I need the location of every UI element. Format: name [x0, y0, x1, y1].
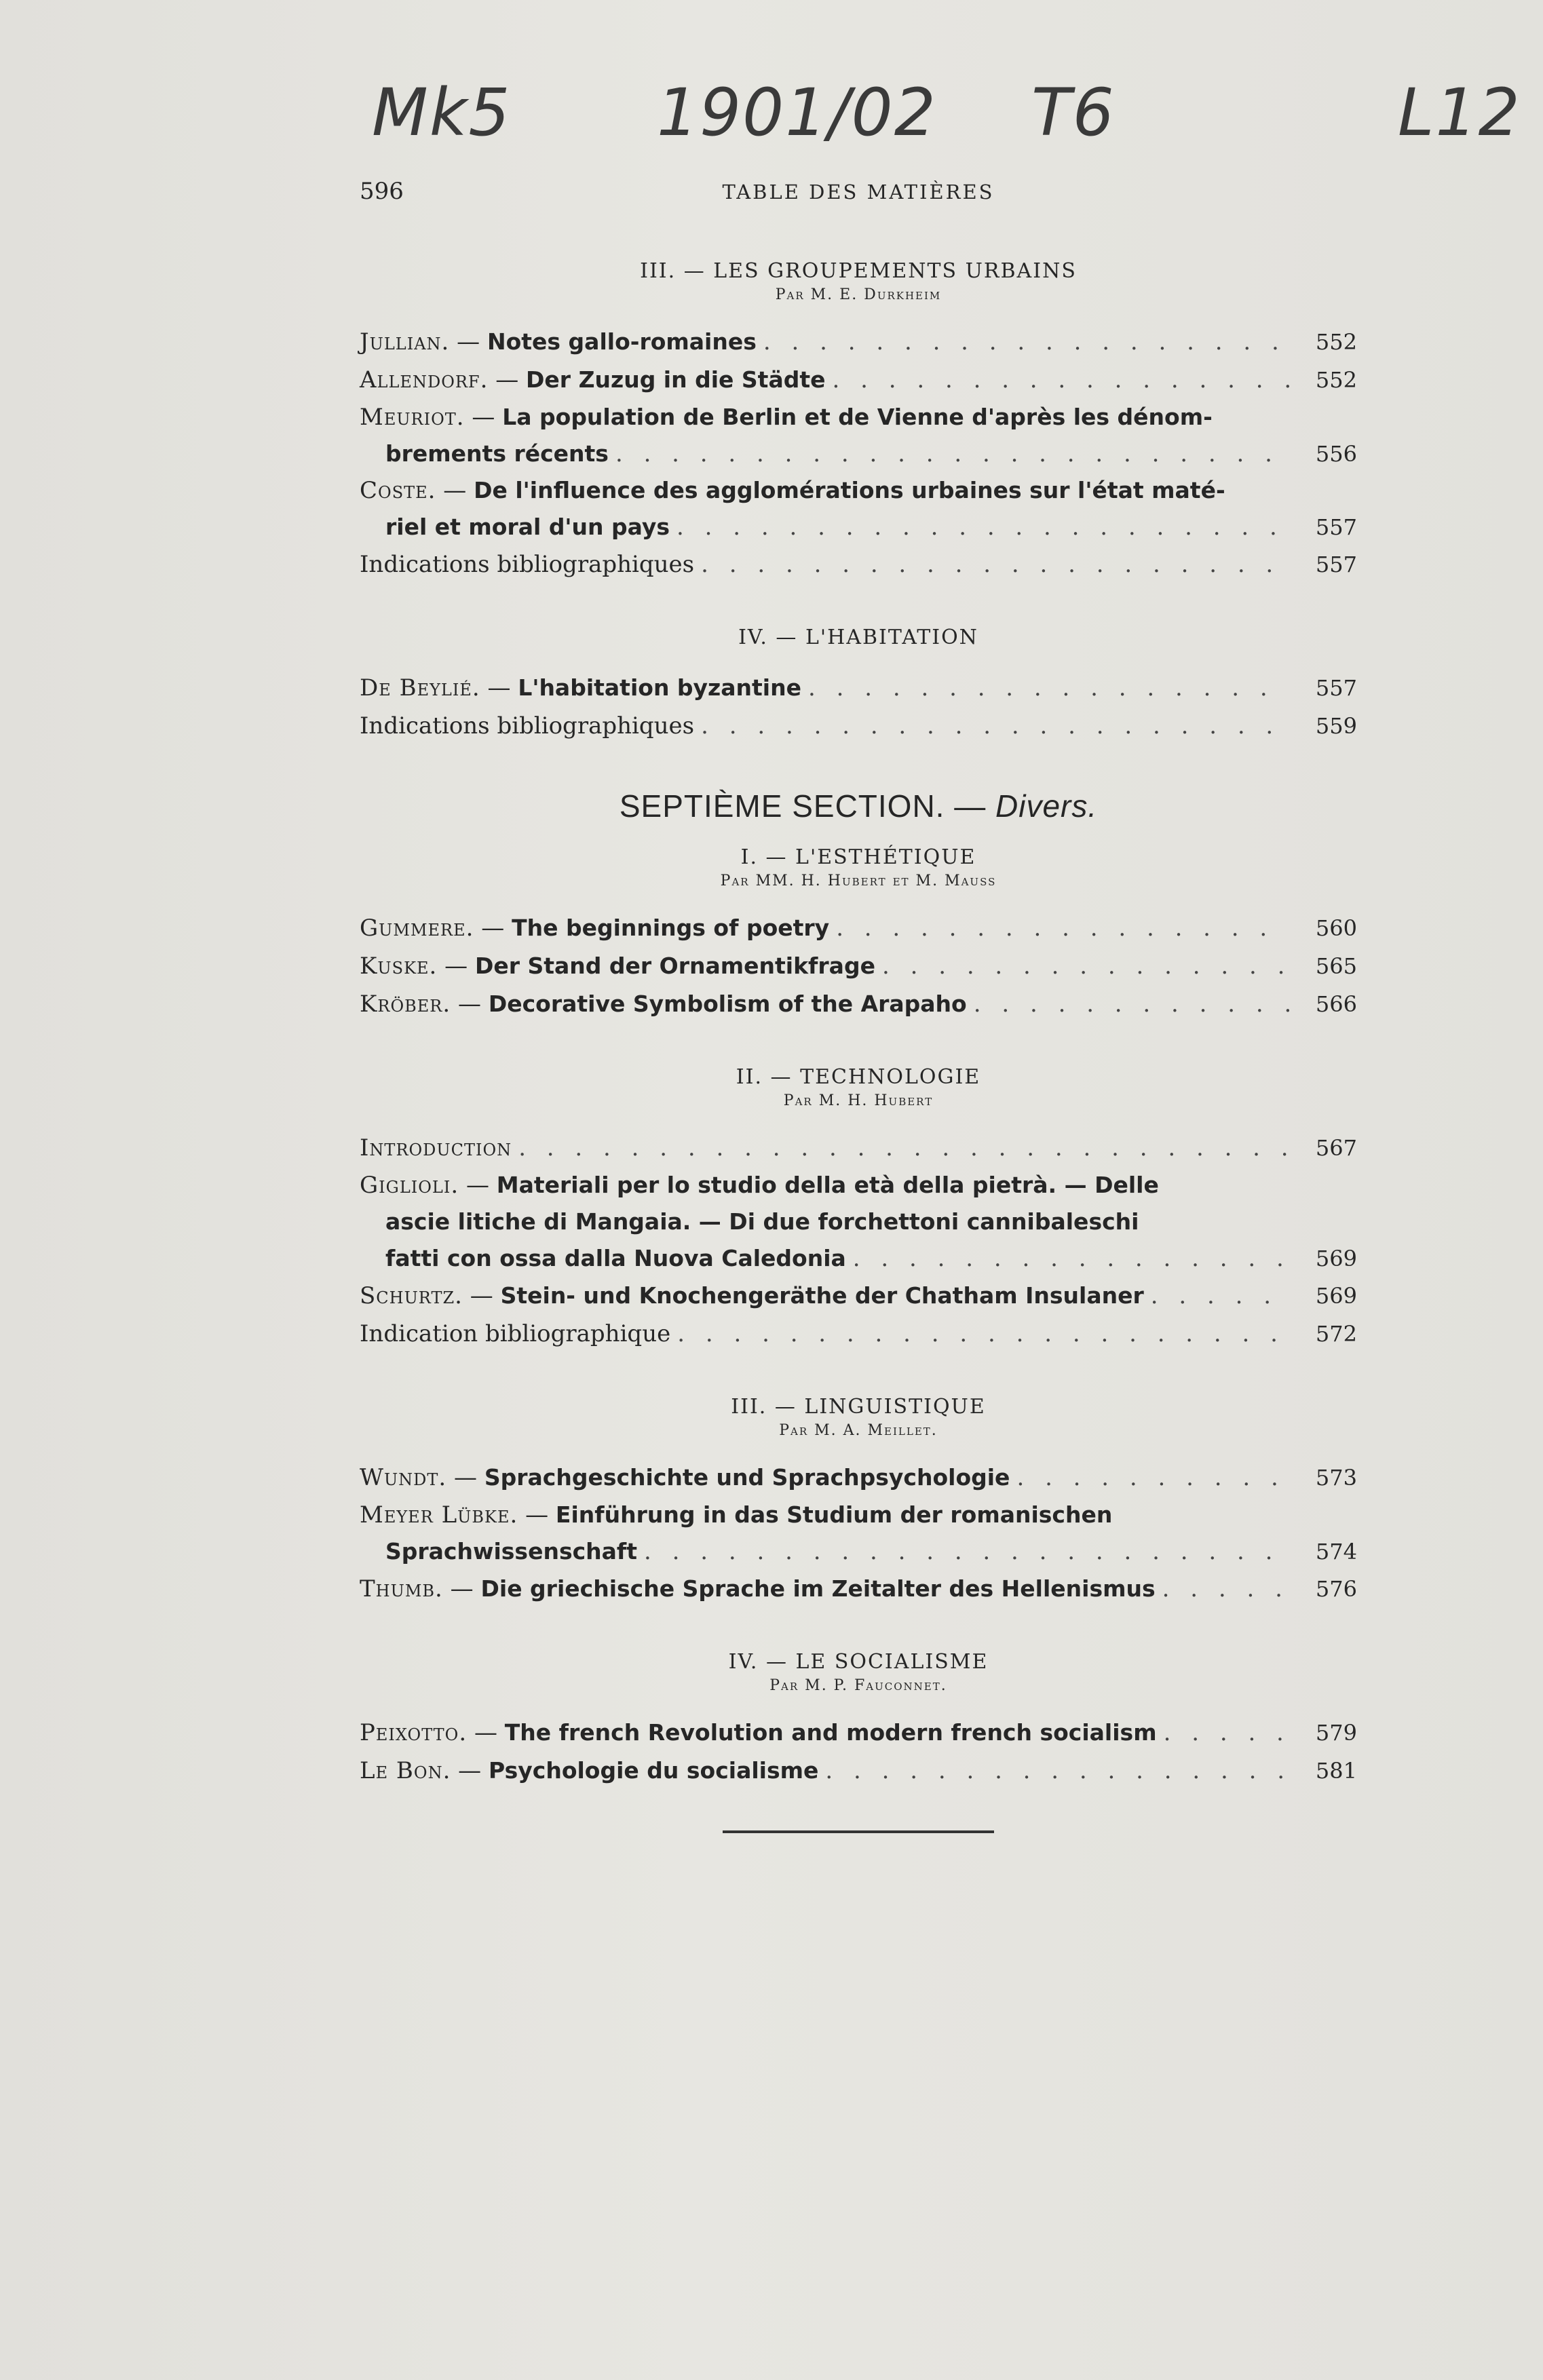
page-reference: 581: [1315, 1758, 1357, 1784]
entry-line: [360, 1714, 1357, 1752]
entry-body: [360, 1129, 1357, 1167]
entry-line: [360, 436, 1357, 472]
page-reference: 579: [1315, 1720, 1357, 1746]
entry-body: [360, 909, 1357, 947]
entry-line: [360, 1533, 1357, 1570]
dot-leader: [1162, 1570, 1289, 1608]
toc-entry: [360, 1277, 1357, 1315]
entry-author: Meyer Lübke.: [360, 1501, 518, 1529]
entry-title: Die griechische Sprache im Zeitalter des Hellenismus: [480, 1575, 1156, 1602]
big-section-italic: Divers.: [995, 788, 1098, 824]
entry-title: Der Stand der Ornamentikfrage: [474, 953, 875, 979]
dot-leader: [808, 669, 1289, 707]
page-reference: 569: [1315, 1246, 1357, 1271]
page-reference: 552: [1315, 367, 1357, 393]
entry-author: Peixotto.: [360, 1719, 468, 1746]
big-section-heading: [360, 786, 1357, 826]
entry-title: De l'influence des agglomérations urbaines sur l'état maté-: [474, 477, 1225, 503]
entry-line: [360, 947, 1357, 985]
entry-author: Allendorf.: [360, 366, 489, 394]
entry-author: De Beylié.: [360, 674, 480, 702]
toc-entry: [360, 1167, 1357, 1277]
author-dash: —: [459, 1172, 497, 1199]
entry-title: The french Revolution and modern french socialism: [504, 1719, 1157, 1746]
dot-leader: [853, 1240, 1289, 1277]
entry-author: Kuske.: [360, 953, 438, 980]
author-dash: —: [488, 366, 527, 394]
entry-body: [360, 1167, 1357, 1277]
dot-leader: [615, 436, 1289, 472]
entry-line: [360, 323, 1357, 361]
dot-leader: [677, 1315, 1289, 1353]
entry-body: [360, 361, 1357, 399]
spacer: [360, 891, 1357, 909]
section-author: Par M. E. Durkheim: [775, 286, 942, 303]
entry-author: Coste.: [360, 477, 436, 504]
entry-body: [360, 323, 1357, 361]
entry-body: [360, 1752, 1357, 1790]
entry-line: [360, 707, 1357, 745]
entry-body: [360, 1315, 1357, 1353]
toc-entry: [360, 472, 1357, 545]
spacer: [360, 1441, 1357, 1459]
entry-title: ascie litiche di Mangaia. — Di due forchettoni cannibaleschi: [385, 1208, 1139, 1235]
entry-line: [360, 1240, 1357, 1277]
spacer: [360, 1608, 1357, 1649]
dot-leader: [644, 1533, 1289, 1570]
entry-title: Introduction: [360, 1134, 512, 1162]
page-reference: 556: [1315, 441, 1357, 467]
spacer: [360, 305, 1357, 323]
entry-author: Le Bon.: [360, 1757, 451, 1784]
entry-body: [360, 545, 1357, 583]
toc-entry: [360, 1459, 1357, 1497]
author-dash: —: [451, 1757, 489, 1784]
spacer: [360, 1696, 1357, 1714]
toc-entry: [360, 1129, 1357, 1167]
author-dash: —: [451, 991, 489, 1018]
entry-body: [360, 985, 1357, 1023]
spacer: [360, 651, 1357, 669]
section-heading: II. — TECHNOLOGIE: [736, 1065, 981, 1089]
entry-title: Decorative Symbolism of the Arapaho: [488, 991, 967, 1017]
entry-body: [360, 472, 1357, 545]
toc-entry: [360, 1497, 1357, 1570]
dot-leader: [974, 985, 1289, 1023]
toc-entry: [360, 909, 1357, 947]
entry-title: Sprachwissenschaft: [385, 1538, 638, 1565]
spacer: [360, 826, 1357, 844]
spacer: [360, 1111, 1357, 1129]
entry-author: Schurtz.: [360, 1282, 463, 1309]
author-dash: —: [446, 1464, 484, 1491]
table-of-contents: [360, 258, 1357, 1833]
author-dash: —: [518, 1501, 556, 1529]
entry-line: [360, 509, 1357, 545]
author-dash: —: [437, 953, 475, 980]
big-section-main: SEPTIÈME SECTION. —: [619, 788, 987, 824]
spacer: [360, 583, 1357, 624]
entry-line: [360, 1459, 1357, 1497]
entry-line: [360, 669, 1357, 707]
page-reference: 567: [1315, 1135, 1357, 1161]
entry-title: Einführung in das Studium der romanischen: [555, 1501, 1113, 1528]
author-dash: —: [449, 328, 487, 356]
entry-body: [360, 1459, 1357, 1497]
author-dash: —: [467, 1719, 505, 1746]
dot-leader: [825, 1752, 1289, 1790]
author-dash: —: [474, 915, 512, 942]
handwritten-note: Mk5: [372, 75, 512, 151]
entry-line: [360, 1204, 1357, 1240]
page-reference: 569: [1315, 1283, 1357, 1309]
toc-entry: [360, 1570, 1357, 1608]
entry-title: Sprachgeschichte und Sprachpsychologie: [484, 1464, 1010, 1491]
dot-leader: [1016, 1459, 1289, 1497]
handwritten-note: 1901/02: [657, 75, 937, 151]
entry-author: Wundt.: [360, 1464, 447, 1491]
page-reference: 557: [1315, 552, 1357, 577]
section-author: Par M. P. Fauconnet.: [769, 1677, 947, 1694]
entry-body: [360, 707, 1357, 745]
entry-title: La population de Berlin et de Vienne d'après les dénom-: [502, 404, 1213, 430]
dot-leader: [677, 509, 1289, 545]
entry-line: [360, 985, 1357, 1023]
entry-line: [360, 1315, 1357, 1353]
entry-body: [360, 947, 1357, 985]
entry-author: Kröber.: [360, 991, 451, 1018]
entry-title: Indications bibliographiques: [360, 712, 695, 740]
entry-line: [360, 1167, 1357, 1204]
page-reference: 557: [1315, 514, 1357, 540]
entry-line: [360, 909, 1357, 947]
closing-rule: [723, 1830, 994, 1833]
running-head: [360, 178, 1357, 212]
entry-title: The beginnings of poetry: [512, 915, 830, 941]
dot-leader: [763, 323, 1289, 361]
section-heading: I. — L'ESTHÉTIQUE: [740, 845, 976, 869]
entry-title: Notes gallo-romaines: [487, 328, 757, 355]
entry-line: [360, 1129, 1357, 1167]
entry-author: Giglioli.: [360, 1172, 459, 1199]
page-reference: 552: [1315, 329, 1357, 355]
entry-body: [360, 1714, 1357, 1752]
dot-leader: [701, 545, 1289, 583]
handwritten-note: L12: [1398, 75, 1521, 151]
dot-leader: [1164, 1714, 1289, 1752]
entry-body: [360, 669, 1357, 707]
entry-line: [360, 472, 1357, 509]
spacer: [360, 1353, 1357, 1394]
entry-line: [360, 545, 1357, 583]
toc-entry: [360, 1714, 1357, 1752]
author-dash: —: [464, 404, 503, 431]
entry-line: [360, 399, 1357, 436]
section-heading: IV. — L'HABITATION: [738, 626, 978, 649]
entry-line: [360, 361, 1357, 399]
entry-title: Indications bibliographiques: [360, 551, 695, 578]
dot-leader: [833, 361, 1290, 399]
spacer: [360, 1023, 1357, 1064]
section-heading: III. — LES GROUPEMENTS URBAINS: [640, 259, 1077, 283]
author-dash: —: [442, 1575, 481, 1602]
dot-leader: [1151, 1277, 1289, 1315]
page-reference: 573: [1315, 1465, 1357, 1491]
page-reference: 576: [1315, 1576, 1357, 1602]
dot-leader: [836, 909, 1289, 947]
page-reference: 560: [1315, 915, 1357, 941]
toc-entry: [360, 399, 1357, 472]
entry-title: Der Zuzug in die Städte: [526, 366, 826, 393]
entry-title: Materiali per lo studio della età della pietrà. — Delle: [496, 1172, 1159, 1198]
entry-author: Jullian.: [360, 328, 450, 356]
spacer: [360, 745, 1357, 786]
toc-entry: [360, 1315, 1357, 1353]
page-reference: 566: [1315, 991, 1357, 1017]
entry-title: fatti con ossa dalla Nuova Caledonia: [385, 1245, 846, 1271]
entry-body: [360, 399, 1357, 472]
entry-body: [360, 1277, 1357, 1315]
entry-author: Gummere.: [360, 915, 474, 942]
entry-line: [360, 1752, 1357, 1790]
entry-title: Indication bibliographique: [360, 1320, 671, 1347]
section-heading: IV. — LE SOCIALISME: [728, 1650, 989, 1674]
toc-entry: [360, 985, 1357, 1023]
toc-entry: [360, 545, 1357, 583]
author-dash: —: [480, 674, 518, 702]
page-reference: 565: [1315, 953, 1357, 979]
author-dash: —: [436, 477, 474, 504]
toc-entry: [360, 323, 1357, 361]
entry-line: [360, 1570, 1357, 1608]
toc-entry: [360, 707, 1357, 745]
page-reference: 572: [1315, 1321, 1357, 1347]
dot-leader: [882, 947, 1289, 985]
entry-author: Meuriot.: [360, 404, 465, 431]
entry-title: Psychologie du socialisme: [489, 1757, 819, 1784]
page-reference: 557: [1315, 675, 1357, 701]
dot-leader: [518, 1129, 1289, 1167]
entry-author: Thumb.: [360, 1575, 443, 1602]
page-reference: 559: [1315, 713, 1357, 739]
section-author: Par MM. H. Hubert et M. Mauss: [720, 872, 997, 889]
toc-entry: [360, 1752, 1357, 1790]
dot-leader: [701, 707, 1289, 745]
entry-body: [360, 1497, 1357, 1570]
section-author: Par M. H. Hubert: [783, 1092, 934, 1109]
entry-line: [360, 1497, 1357, 1533]
entry-body: [360, 1570, 1357, 1608]
handwritten-note: T6: [1031, 75, 1116, 151]
page-number: 596: [360, 178, 404, 205]
entry-title: riel et moral d'un pays: [385, 514, 670, 540]
entry-title: Stein- und Knochengeräthe der Chatham Insulaner: [500, 1282, 1144, 1309]
entry-line: [360, 1277, 1357, 1315]
toc-entry: [360, 947, 1357, 985]
entry-title: L'habitation byzantine: [518, 674, 801, 701]
toc-entry: [360, 669, 1357, 707]
toc-entry: [360, 361, 1357, 399]
section-author: Par M. A. Meillet.: [779, 1422, 938, 1439]
running-title: TABLE DES MATIÈRES: [722, 180, 995, 204]
page-reference: 574: [1315, 1539, 1357, 1565]
author-dash: —: [462, 1282, 501, 1309]
section-heading: III. — LINGUISTIQUE: [731, 1395, 986, 1419]
entry-title: brements récents: [385, 440, 609, 467]
